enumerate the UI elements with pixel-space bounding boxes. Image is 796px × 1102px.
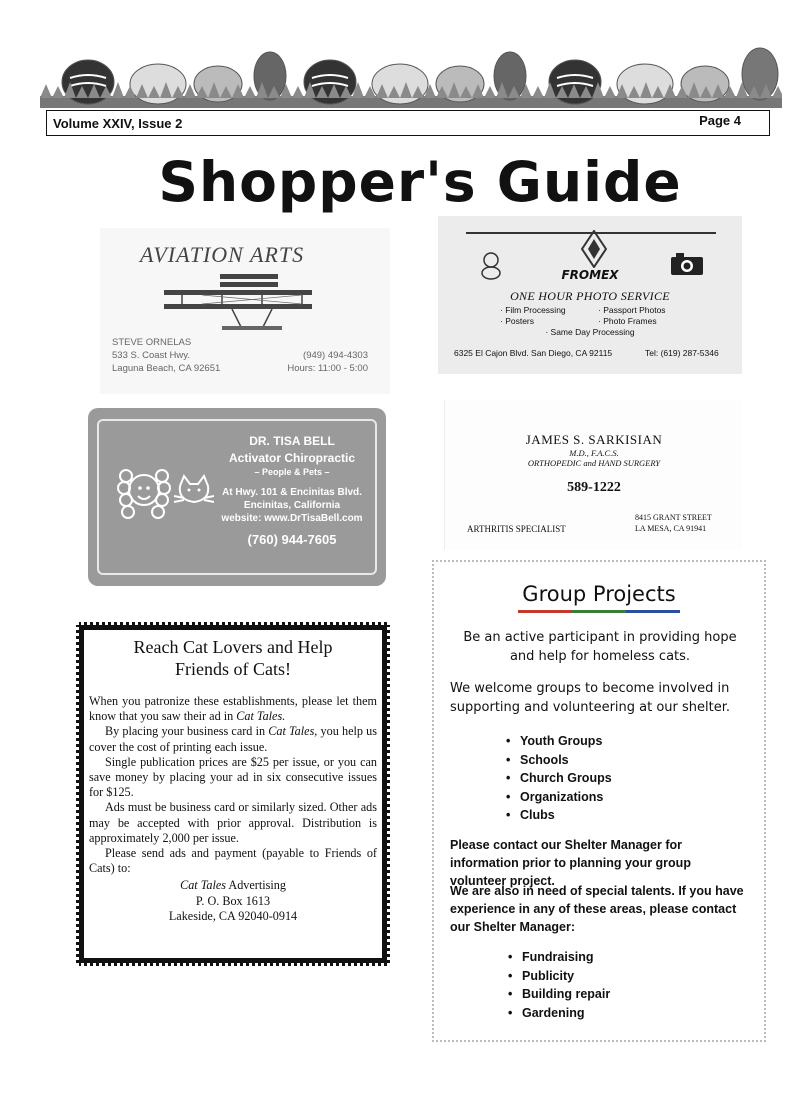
- tisa-bell-card: [88, 408, 386, 586]
- fromex-name: FROMEX: [561, 268, 619, 282]
- aviation-arts-card: [100, 228, 390, 394]
- sarkisian-name: JAMES S. SARKISIAN: [525, 432, 663, 447]
- list-item: • Gardening: [508, 1004, 610, 1023]
- biplane-icon: [162, 274, 322, 336]
- list-item: • Schools: [506, 751, 612, 770]
- sarkisian-credentials: M.D., F.A.C.S.: [569, 448, 619, 458]
- list-item: • Organizations: [506, 788, 612, 807]
- group-talents: We are also in need of special talents. If you have experience in any of these areas, please contact our Shelter Manager:: [450, 884, 744, 934]
- bell-phone: (760) 944-7605: [247, 532, 337, 547]
- fromex-address: 6325 El Cajon Blvd. San Diego, CA 92115: [454, 348, 613, 358]
- sarkisian-city: LA MESA, CA 91941: [635, 524, 707, 533]
- issue-header-bar: [46, 110, 770, 136]
- bell-city: Encinitas, California: [243, 500, 341, 511]
- woman-and-cat-icon: [114, 456, 214, 534]
- fromex-service: · Photo Frames: [598, 316, 657, 326]
- sarkisian-specialty: ORTHOPEDIC and HAND SURGERY: [527, 458, 661, 468]
- fromex-service: · Same Day Processing: [545, 327, 635, 337]
- group-projects-box: [432, 560, 766, 1042]
- ad-box-subheading: Friends of Cats!: [175, 659, 291, 679]
- fromex-service: · Posters: [500, 316, 535, 326]
- bell-subtitle: – People & Pets –: [254, 467, 330, 477]
- group-types-list: [506, 732, 612, 825]
- list-item: • Publicity: [508, 967, 610, 986]
- group-intro: Be an active participant in providing hope and help for homeless cats.: [463, 630, 737, 664]
- sarkisian-card: [444, 400, 742, 550]
- list-item: • Youth Groups: [506, 732, 612, 751]
- aviation-arts-name: AVIATION ARTS: [140, 242, 305, 267]
- bell-location: At Hwy. 101 & Encinitas Blvd.: [222, 487, 362, 498]
- group-contact: Please contact our Shelter Manager for information prior to planning your group volunteer project.: [450, 838, 691, 888]
- list-item: • Fundraising: [508, 948, 610, 967]
- sarkisian-note: ARTHRITIS SPECIALIST: [467, 524, 566, 534]
- talent-areas-list: [508, 948, 610, 1022]
- bell-specialty: Activator Chiropractic: [228, 451, 356, 465]
- easter-egg-banner: [40, 38, 782, 108]
- aviation-street: 533 S. Coast Hwy.: [112, 350, 190, 361]
- heading-underline: [518, 610, 680, 613]
- list-item: • Clubs: [506, 806, 612, 825]
- ad-box-paragraph: Ads must be business card or similarly sized. Other ads may be accepted with prior approval. Distribution is approximately 2,000 per issue.: [89, 800, 377, 845]
- fromex-card: [438, 216, 742, 374]
- bell-name: DR. TISA BELL: [249, 434, 335, 448]
- volume-issue: Volume XXIV, Issue 2: [53, 116, 183, 131]
- list-item: • Church Groups: [506, 769, 612, 788]
- bell-website: website: www.DrTisaBell.com: [221, 513, 363, 524]
- sarkisian-street: 8415 GRANT STREET: [635, 513, 712, 522]
- list-item: • Building repair: [508, 985, 610, 1004]
- mailing-address: Cat Tales Advertising P. O. Box 1613 Lakeside, CA 92040-0914: [168, 878, 298, 923]
- page-title: Shopper's Guide: [158, 150, 682, 214]
- aviation-owner: STEVE ORNELAS: [112, 337, 192, 348]
- page-number: Page 4: [699, 113, 741, 128]
- sarkisian-phone: 589-1222: [567, 480, 621, 495]
- group-welcome: We welcome groups to become involved in supporting and volunteering at our shelter.: [450, 681, 731, 715]
- fromex-service: · Passport Photos: [598, 305, 666, 315]
- fromex-phone: Tel: (619) 287-5346: [645, 348, 719, 358]
- aviation-city: Laguna Beach, CA 92651: [112, 363, 221, 374]
- ad-box-paragraph: Please send ads and payment (payable to Friends of Cats) to:: [89, 846, 377, 876]
- ad-box-paragraph: By placing your business card in Cat Tales, you help us cover the cost of printing each issue.: [89, 724, 377, 754]
- fromex-tagline: ONE HOUR PHOTO SERVICE: [510, 289, 670, 303]
- diamond-logo-icon: [581, 230, 607, 268]
- ad-box-paragraph: When you patronize these establishments, please let them know that you saw their ad in Cat Tales.: [89, 694, 377, 724]
- ad-box-paragraph: Single publication prices are $25 per issue, or you can save money by placing your ad in six consecutive issues for $125.: [89, 754, 377, 800]
- aviation-hours: Hours: 11:00 - 5:00: [287, 363, 368, 374]
- group-projects-heading: Group Projects: [522, 582, 676, 606]
- ad-box-heading: Reach Cat Lovers and Help: [133, 637, 333, 657]
- advertising-info-box: [76, 622, 390, 966]
- fromex-service: · Film Processing: [500, 305, 566, 315]
- aviation-phone: (949) 494-4303: [303, 350, 368, 361]
